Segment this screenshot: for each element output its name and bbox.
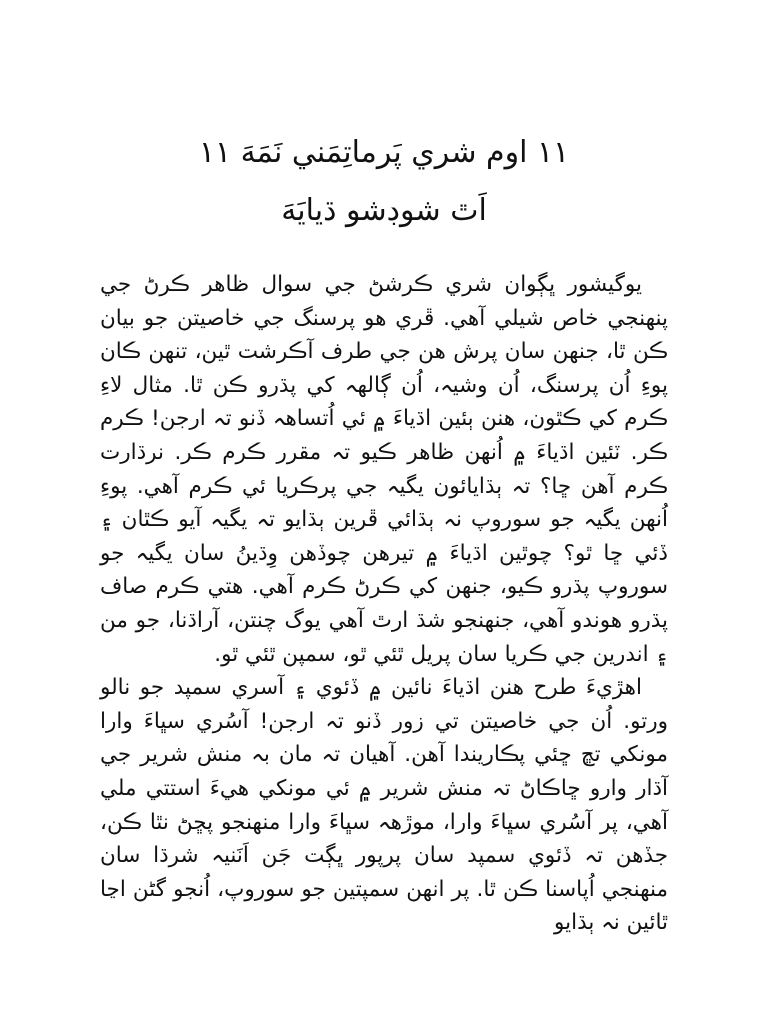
page-title: ١١ اوم شري پَرماتِمَني نَمَهَ ١١: [198, 135, 570, 170]
paragraph: يوگيشور ڀڳوان شري ڪرشڻ جي سوال ظاهر ڪرڻ جي پنهنجي خاص شيلي آهي. ڦري هو پرسنگ جي خاصيتن جو بيان ڪن ٿا، جنهن سان پرش هن جي طرف آڪرشت ٿين، تنهن ڪان پوءِ اُن پرسنگ، اُن وشيہ، اُن ڳالهہ کي پڌرو ڪن ٿا. مثال لاءِ ڪرم کي ڪٿون، هنن ٻئين اڌياءَ ۾ ئي اُتساهہ ڏنو تہ ارجن! ڪرم ڪر. ٽئين اڌياءَ ۾ اُنهن ظاهر ڪيو تہ مقرر ڪرم ڪر. نرڌارت ڪرم آهن ڇا؟ تہ ٻڌايائون يگيہ جي پرڪريا ئي ڪرم آهي. پوءِ اُنهن يگيہ جو سوروپ نہ ٻڌائي ڦرين ٻڌايو تہ يگيہ آيو ڪٿان ۽ ڏئي ڇا ٿو؟ چوٿين اڌياءَ ۾ تيرهن چوڏهن وِڌينُ سان يگيہ جو سوروپ پڌرو ڪيو، جنهن کي ڪرڻ ڪرم آهي. هتي ڪرم صاف پڌرو هوندو آهي، جنهنجو شڌ ارٿ آهي يوگ چنتن، آراڌنا، جو من ۽ اندرين جي ڪريا سان پريل ٿئي ٿو، سمپن ٿئي ٿو.: [100, 272, 668, 667]
body-text: [100, 268, 668, 940]
paragraph: اهڙيءَ طرح هنن اڌياءَ نائين ۾ ڏئوي ۽ آسري سمپد جو نالو ورتو. اُن جي خاصيتن تي زور ڏنو تہ ارجن! آسُري سڀاءَ وارا مونکي تڇ ڇئي پڪاريندا آهن. آهيان تہ مان بہ منش شرير جي آڌار وارو ڇاڪاڻ تہ منش شرير ۾ ئي مونکي هيءَ استتي ملي آهي، پر آسُري سڀاءَ وارا، موڙهہ سڀاءَ وارا منهنجو پڇڻ نٿا ڪن، جڏهن تہ ڏئوي سمپد سان پرپور ڀڳت جَن اَنَنيہ شرڌا سان منهنجي اُپاسنا ڪن ٿا. پر انهن سمپتين جو سوروپ، اُنجو گڻن اڃا ٿائين نہ ٻڌايو: [100, 675, 668, 936]
chapter-heading: اَٿ شوڊشو ڌيايَهَ: [281, 193, 487, 228]
